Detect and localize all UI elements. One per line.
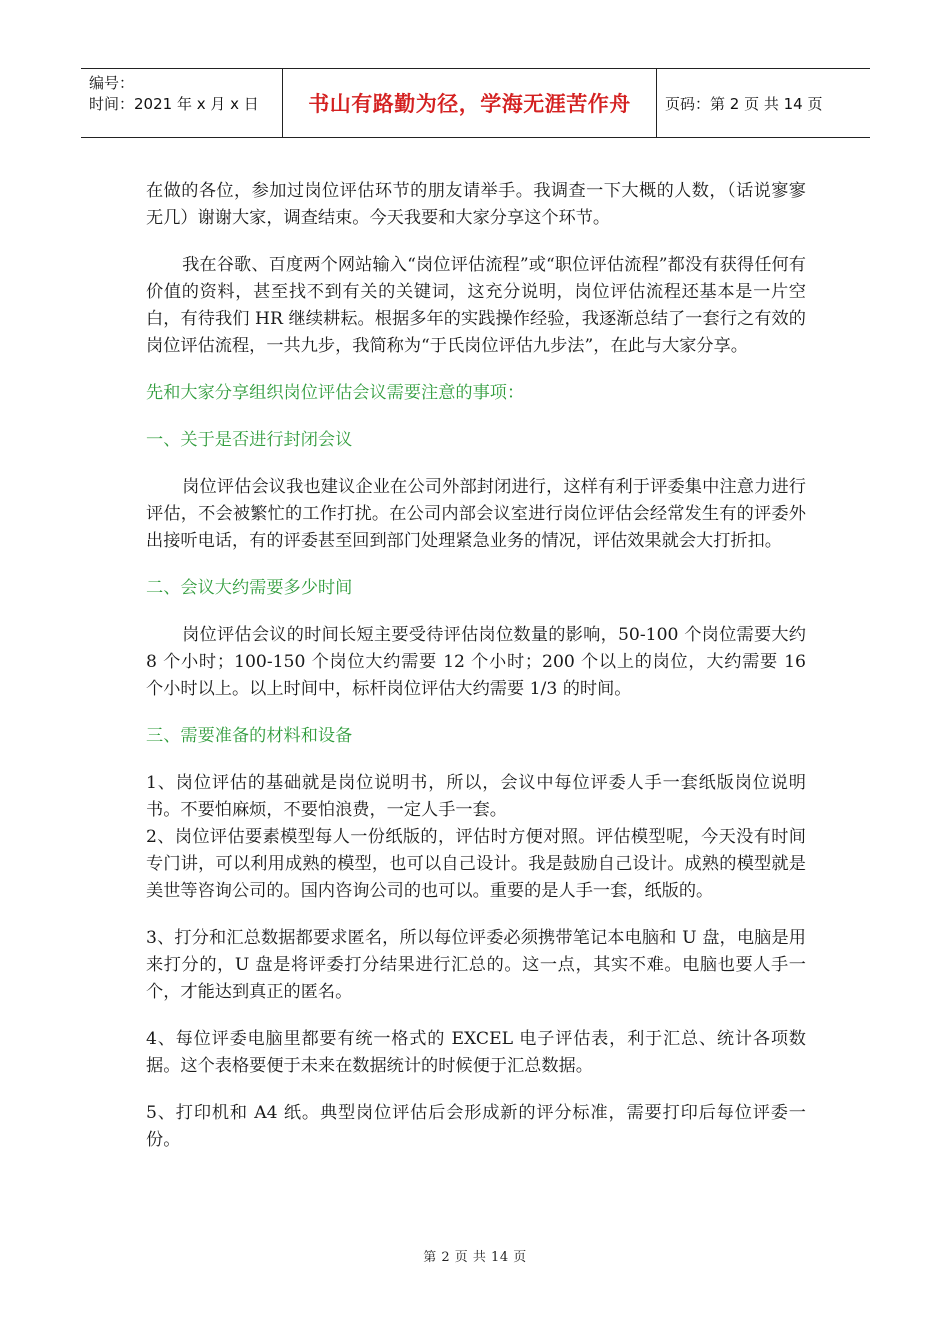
- header-page-cell: [657, 69, 870, 137]
- header-motto-cell: [283, 69, 657, 137]
- header-page-info: 页码：第 2 页 共 14 页: [665, 94, 823, 113]
- footer-page-number: 第 2 页 共 14 页: [423, 1250, 527, 1265]
- list-item-printer-paper: 5、打印机和 A4 纸。典型岗位评估后会形成新的评分标准，需要打印后每位评委一份。: [146, 1103, 806, 1150]
- list-item-evaluation-model: 2、岗位评估要素模型每人一份纸版的，评估时方便对照。评估模型呢，今天没有时间专门讲，可以利用成熟的模型，也可以自己设计。我是鼓励自己设计。成熟的模型就是美世等咨询公司的。国内咨询公司的也可以。重要的是人手一套，纸版的。: [146, 827, 806, 901]
- list-item-job-description: 1、岗位评估的基础就是岗位说明书，所以，会议中每位评委人手一套纸版岗位说明书。不要怕麻烦，不要怕浪费，一定人手一套。: [146, 773, 806, 820]
- list-item-laptop-usb: 3、打分和汇总数据都要求匿名，所以每位评委必须携带笔记本电脑和 U 盘，电脑是用来打分的，U 盘是将评委打分结果进行汇总的。这一点，其实不难。电脑也要人手一个，才能达到真正的匿名。: [146, 928, 806, 1002]
- list-item-excel-form: 4、每位评委电脑里都要有统一格式的 EXCEL 电子评估表，利于汇总、统计各项数据。这个表格要便于未来在数据统计的时候便于汇总数据。: [146, 1029, 806, 1076]
- paragraph-closed-meeting: 岗位评估会议我也建议企业在公司外部封闭进行，这样有利于评委集中注意力进行评估，不会被繁忙的工作打扰。在公司内部会议室进行岗位评估会经常发生有的评委外出接听电话，有的评委甚至回到部门处理紧急业务的情况，评估效果就会大打折扣。: [146, 477, 806, 551]
- header-meta-cell: [81, 69, 283, 137]
- paragraph-meeting-time: 岗位评估会议的时间长短主要受待评估岗位数量的影响，50-100 个岗位需要大约 8 个小时；100-150 个岗位大约需要 12 个小时；200 个以上的岗位，大约需要 16 个小时以上。以上时间中，标杆岗位评估大约需要 1/3 的时间。: [146, 625, 806, 699]
- section-heading-meeting-time: 二、会议大约需要多少时间: [146, 578, 353, 598]
- section-heading-closed-meeting: 一、关于是否进行封闭会议: [146, 430, 353, 450]
- document-body: [146, 178, 806, 1154]
- document-date-label: 时间：2021 年 x 月 x 日: [89, 95, 259, 113]
- section-heading-materials: 三、需要准备的材料和设备: [146, 726, 353, 746]
- header-motto: 书山有路勤为径，学海无涯苦作舟: [308, 92, 631, 116]
- document-number-label: 编号：: [89, 74, 135, 92]
- page-header: [81, 68, 870, 138]
- page-footer: [0, 1246, 950, 1265]
- paragraph-intro: 在做的各位，参加过岗位评估环节的朋友请举手。我调查一下大概的人数，（话说寥寥无几）谢谢大家，调查结束。今天我要和大家分享这个环节。: [146, 181, 806, 228]
- section-intro-heading: 先和大家分享组织岗位评估会议需要注意的事项：: [146, 383, 525, 403]
- paragraph-search: 我在谷歌、百度两个网站输入“岗位评估流程”或“职位评估流程”都没有获得任何有价值的资料，甚至找不到有关的关键词，这充分说明，岗位评估流程还基本是一片空白，有待我们 HR 继续耕耘。根据多年的实践操作经验，我逐渐总结了一套行之有效的岗位评估流程，一共九步，我简称为“于氏岗位评估九步法”，在此与大家分享。: [146, 255, 806, 356]
